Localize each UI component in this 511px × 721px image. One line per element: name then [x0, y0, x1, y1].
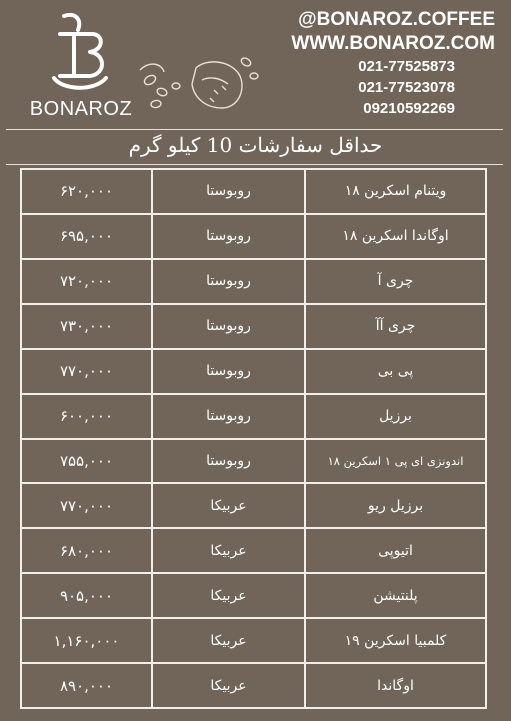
product-name-cell: اوگاندا اسکرین ۱۸ — [342, 228, 449, 245]
phone-number: 021-77525873 — [358, 58, 455, 75]
table-row — [22, 260, 485, 305]
phone-number: 021-77523078 — [358, 79, 455, 96]
price-cell: ۶۸۰,۰۰۰ — [22, 529, 153, 572]
header — [0, 0, 511, 130]
price-cell: ۷۷۰,۰۰۰ — [22, 350, 153, 393]
price-cell: ۷۷۰,۰۰۰ — [22, 484, 153, 527]
table-row — [22, 484, 485, 529]
product-name-cell: اتیوپی — [378, 542, 413, 559]
type-cell: روبوستا — [153, 305, 306, 348]
type-cell: روبوستا — [153, 260, 306, 303]
divider — [6, 129, 503, 130]
type-cell: عربیکا — [153, 619, 306, 662]
type-cell: عربیکا — [153, 529, 306, 572]
type-cell: روبوستا — [153, 170, 306, 213]
price-cell: ۶۲۰,۰۰۰ — [22, 170, 153, 213]
type-cell: عربیکا — [153, 574, 306, 617]
product-name-cell: ویتنام اسکرین ۱۸ — [344, 183, 447, 200]
product-name-cell: اندونزی ای پی ۱ اسکرین ۱۸ — [327, 453, 464, 468]
price-cell: ۱,۱۶۰,۰۰۰ — [22, 619, 153, 662]
table-row — [22, 619, 485, 664]
price-cell: ۷۲۰,۰۰۰ — [22, 260, 153, 303]
phone-number: 09210592269 — [363, 100, 455, 117]
price-cell: ۷۳۰,۰۰۰ — [22, 305, 153, 348]
type-cell: روبوستا — [153, 215, 306, 258]
table-row — [22, 574, 485, 619]
type-cell: روبوستا — [153, 350, 306, 393]
price-cell: ۷۵۵,۰۰۰ — [22, 440, 153, 483]
product-name-cell: کلمبیا اسکرین ۱۹ — [344, 632, 447, 649]
table-row — [22, 305, 485, 350]
table-row — [22, 529, 485, 574]
price-table — [20, 168, 487, 709]
table-row — [22, 664, 485, 707]
type-cell: عربیکا — [153, 484, 306, 527]
bonaroz-cup-logo-icon — [42, 6, 120, 98]
table-row — [22, 350, 485, 395]
divider — [6, 164, 503, 165]
type-cell: روبوستا — [153, 440, 306, 483]
product-name-cell: چری آ — [377, 273, 414, 290]
page-title: حداقل سفارشات 10 کیلو گرم — [128, 133, 383, 157]
product-name-cell: اوگاندا — [377, 677, 414, 694]
product-name-cell: چری آآ — [375, 318, 416, 335]
price-cell: ۶۹۵,۰۰۰ — [22, 215, 153, 258]
contact-block — [245, 8, 495, 119]
product-name-cell: برزیل ریو — [367, 497, 424, 514]
product-name-cell: پی بی — [377, 363, 414, 380]
price-cell: ۸۹۰,۰۰۰ — [22, 664, 153, 707]
table-row — [22, 440, 485, 485]
price-cell: ۶۰۰,۰۰۰ — [22, 395, 153, 438]
table-row — [22, 215, 485, 260]
brand-name: BONAROZ — [29, 98, 133, 120]
website-url: WWW.BONAROZ.COM — [291, 33, 495, 54]
brand-logo — [26, 6, 136, 124]
type-cell: عربیکا — [153, 664, 306, 707]
table-row — [22, 395, 485, 440]
table-row — [22, 170, 485, 215]
type-cell: روبوستا — [153, 395, 306, 438]
price-cell: ۹۰۵,۰۰۰ — [22, 574, 153, 617]
product-name-cell: پلنتیشن — [373, 587, 418, 604]
product-name-cell: برزیل — [379, 408, 412, 425]
instagram-handle: @BONAROZ.COFFEE — [298, 9, 495, 30]
